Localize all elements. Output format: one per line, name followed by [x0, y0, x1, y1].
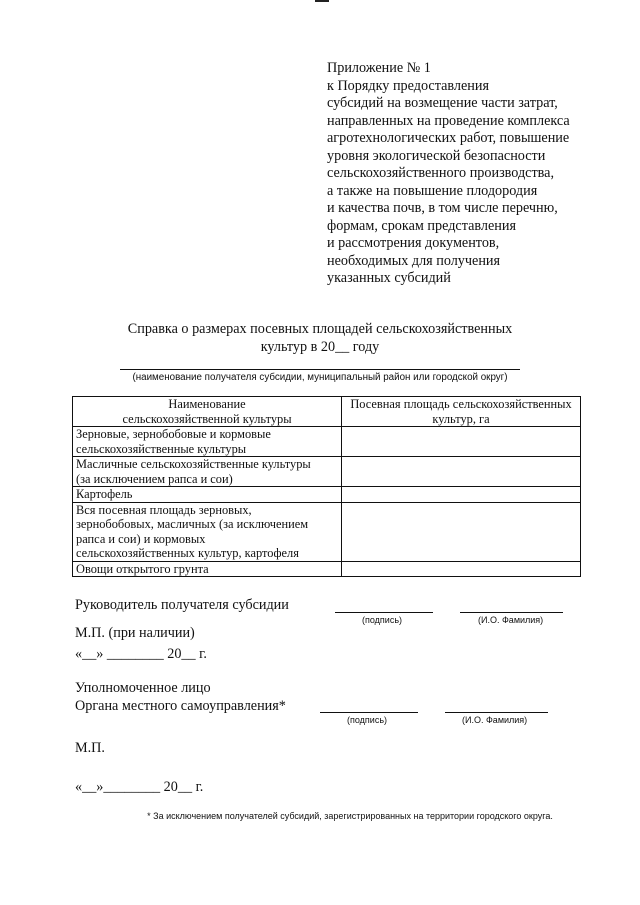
appendix-line: Приложение № 1: [327, 60, 431, 76]
signature-caption: (подпись): [347, 715, 388, 725]
appendix-line: агротехнологических работ, повышение: [327, 130, 570, 146]
header-crop-name: [73, 397, 342, 427]
appendix-line: необходимых для получения: [327, 252, 501, 269]
authorized-person-label: Уполномоченное лицо: [75, 680, 211, 696]
appendix-line: к Порядку предоставления: [327, 77, 489, 94]
stamp-optional-label: М.П. (при наличии): [75, 625, 195, 641]
area-value-cell[interactable]: [342, 427, 581, 457]
recipient-name-line[interactable]: [120, 369, 520, 370]
crop-name-cell: [73, 487, 342, 503]
appendix-line: и рассмотрения документов,: [327, 235, 500, 251]
area-value-cell[interactable]: [342, 502, 581, 561]
crop-area-table: [72, 396, 581, 577]
appendix-line: и качества почв, в том числе перечню,: [327, 200, 558, 216]
document-title-line-2: культур в 20__ году: [260, 339, 380, 355]
head-of-recipient-label: Руководитель получателя субсидии: [75, 597, 289, 613]
cell-text: рапса и сои) и кормовых: [76, 531, 206, 546]
appendix-line: субсидий на возмещение части затрат,: [327, 95, 558, 111]
cell-text: сельскохозяйственные культуры: [76, 441, 247, 456]
header-sown-area: [342, 397, 581, 427]
crop-name-cell: [73, 427, 342, 457]
cell-text: сельскохозяйственных культур, картофеля: [76, 546, 299, 560]
area-value-cell[interactable]: [342, 487, 581, 503]
header-text: Наименование: [168, 397, 246, 411]
document-title-line-1: Справка о размерах посевных площадей сельскохозяйственных: [127, 321, 513, 337]
appendix-line: указанных субсидий: [327, 270, 451, 286]
head-signature-line[interactable]: [335, 612, 433, 613]
recipient-caption: (наименование получателя субсидии, муниципальный район или городской округ): [132, 372, 508, 383]
appendix-line: формам, срокам представления: [327, 217, 516, 234]
head-fio-line[interactable]: [460, 612, 563, 613]
appendix-line: сельскохозяйственного производства,: [327, 165, 555, 181]
cell-text: зернобобовых, масличных (за исключением: [76, 517, 309, 531]
date-field-1[interactable]: «__» ________ 20__ г.: [75, 646, 207, 662]
appendix-line: направленных на проведение комплекса: [327, 112, 570, 129]
table-row: [73, 487, 581, 503]
cell-text: Вся посевная площадь зерновых,: [76, 502, 252, 517]
cell-text: Картофель: [76, 487, 133, 501]
local-government-label: Органа местного самоуправления*: [75, 698, 286, 714]
appendix-line: а также на повышение плодородия: [327, 182, 538, 199]
crop-name-cell: [73, 561, 342, 577]
cell-text: Овощи открытого грунта: [76, 561, 209, 576]
header-text: Посевная площадь сельскохозяйственных: [350, 397, 572, 411]
header-text: культур, га: [432, 411, 490, 426]
header-text: сельскохозяйственной культуры: [122, 411, 292, 426]
table-row: [73, 457, 581, 487]
area-value-cell[interactable]: [342, 561, 581, 577]
fio-caption: (И.О. Фамилия): [462, 715, 528, 725]
signature-caption: (подпись): [362, 615, 403, 625]
cell-text: Зерновые, зернобобовые и кормовые: [76, 427, 271, 441]
table-header-row: [73, 397, 581, 427]
date-field-2[interactable]: «__»________ 20__ г.: [75, 779, 204, 795]
cell-text: Масличные сельскохозяйственные культуры: [76, 457, 311, 471]
table-row: [73, 561, 581, 577]
fio-caption: (И.О. Фамилия): [478, 615, 544, 625]
authorized-fio-line[interactable]: [445, 712, 548, 713]
table-row: [73, 427, 581, 457]
footnote: * За исключением получателей субсидий, зарегистрированных на территории городского округа.: [147, 811, 553, 821]
authorized-signature-line[interactable]: [320, 712, 418, 713]
appendix-line: уровня экологической безопасности: [327, 147, 546, 164]
cell-text: (за исключением рапса и сои): [76, 471, 233, 486]
top-edge-mark: [315, 0, 329, 2]
appendix-block: [327, 60, 627, 288]
crop-name-cell: [73, 457, 342, 487]
crop-name-cell: [73, 502, 342, 561]
table-row: [73, 502, 581, 561]
stamp-label: М.П.: [75, 740, 105, 756]
area-value-cell[interactable]: [342, 457, 581, 487]
